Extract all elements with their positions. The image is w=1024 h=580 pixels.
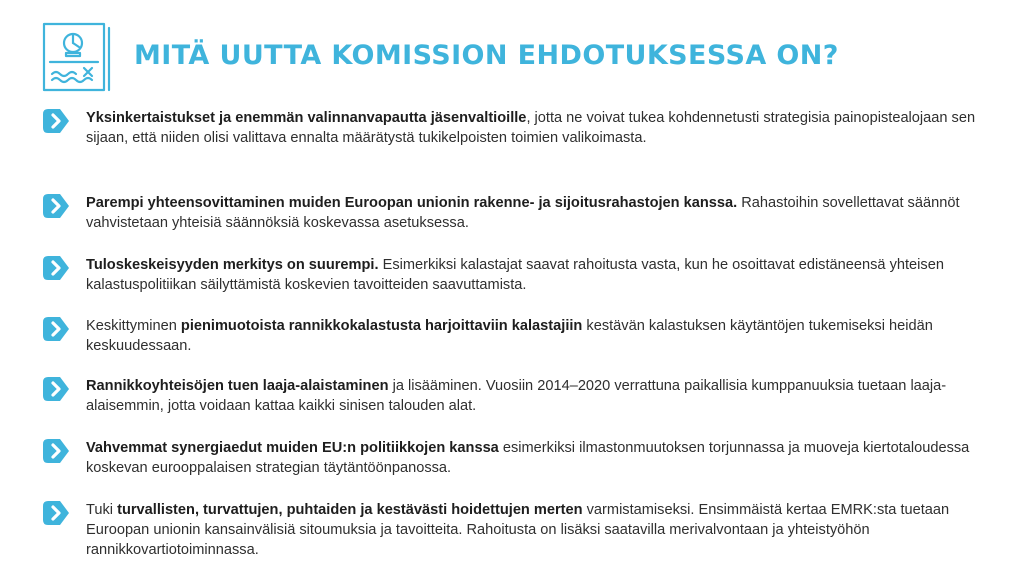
bullet-text-rest: varmistamiseksi. Ensimmäistä kertaa EMRK:sta tuetaan Euroopan unionin kansainvälisiä sitoumuksia ja tavoitteita. Rahoitusta on lisäksi saatavilla merivalvontaan ja yhteistyöhön rannikkovartiotoiminnassa. bbox=[86, 502, 950, 558]
chevron-right-icon bbox=[42, 316, 70, 342]
bullet-text-bold: Rannikkoyhteisöjen tuen laaja-alaistaminen bbox=[86, 378, 389, 394]
bullet-text-rest: Rahastoihin sovellettavat säännöt vahvistetaan yhteisiä säännöksiä koskevassa asetuksessa. bbox=[86, 195, 960, 231]
bullet-text-lead: Keskittyminen bbox=[86, 318, 181, 334]
bullet-text-rest: esimerkiksi ilmastonmuutoksen torjunnassa ja muoveja kiertotaloudessa koskevan eurooppalaisen strategian täytäntöönpanossa. bbox=[86, 440, 970, 476]
chevron-right-icon bbox=[42, 193, 70, 219]
chevron-right-icon bbox=[42, 500, 70, 526]
bullet-text-bold: Yksinkertaistukset ja enemmän valinnanvapautta jäsenvaltioille bbox=[86, 110, 527, 126]
bullet-text-rest: , jotta ne voivat tukea kohdennetusti strategisia painopistealojaan sen sijaan, että niiden olisi valittava ennalta määrätystä tukikelpoisten toimien valikoimasta. bbox=[86, 110, 976, 146]
chevron-right-icon bbox=[42, 108, 70, 134]
bullet-text bbox=[86, 500, 986, 560]
bullet-text bbox=[86, 376, 986, 416]
bullet-text bbox=[86, 316, 986, 356]
chevron-right-icon bbox=[42, 376, 70, 402]
bullet-text bbox=[86, 193, 986, 233]
bullet-text-rest: kestävän kalastuksen käytäntöjen tukemiseksi heidän keskuudessaan. bbox=[86, 318, 933, 354]
bullet-text-lead: Tuki bbox=[86, 502, 118, 518]
bullet-text-bold: Parempi yhteensovittaminen muiden Euroopan unionin rakenne- ja sijoitusrahastojen kanssa. bbox=[86, 195, 738, 211]
bullet-text-bold: Tuloskeskeisyyden merkitys on suurempi. bbox=[86, 257, 379, 273]
bullet-text bbox=[86, 438, 986, 478]
bullet-text bbox=[86, 255, 986, 295]
bullet-text-rest: Esimerkiksi kalastajat saavat rahoitusta vasta, kun he osoittavat edistäneensä yhteisen kalastuspolitiikan säilyttämistä koskevien tavoitteiden saavuttamista. bbox=[86, 257, 944, 293]
chevron-right-icon bbox=[42, 438, 70, 464]
bullet-text-bold: pienimuotoista rannikkokalastusta harjoittaviin kalastajiin bbox=[180, 318, 583, 334]
bullet-text-bold: Vahvemmat synergiaedut muiden EU:n politiikkojen kanssa bbox=[86, 440, 499, 456]
bullet-text-rest: ja lisääminen. Vuosiin 2014–2020 verrattuna paikallisia kumppanuuksia tuetaan laaja-alaisemmin, jotta voidaan kattaa kaikki sinisen talouden alat. bbox=[86, 378, 947, 414]
document-chart-icon bbox=[40, 22, 114, 94]
bullet-text-bold: turvallisten, turvattujen, puhtaiden ja kestävästi hoidettujen merten bbox=[117, 502, 583, 518]
bullet-text bbox=[86, 108, 986, 148]
chevron-right-icon bbox=[42, 255, 70, 281]
page-title: MITÄ UUTTA KOMISSION EHDOTUKSESSA ON? bbox=[134, 40, 839, 71]
